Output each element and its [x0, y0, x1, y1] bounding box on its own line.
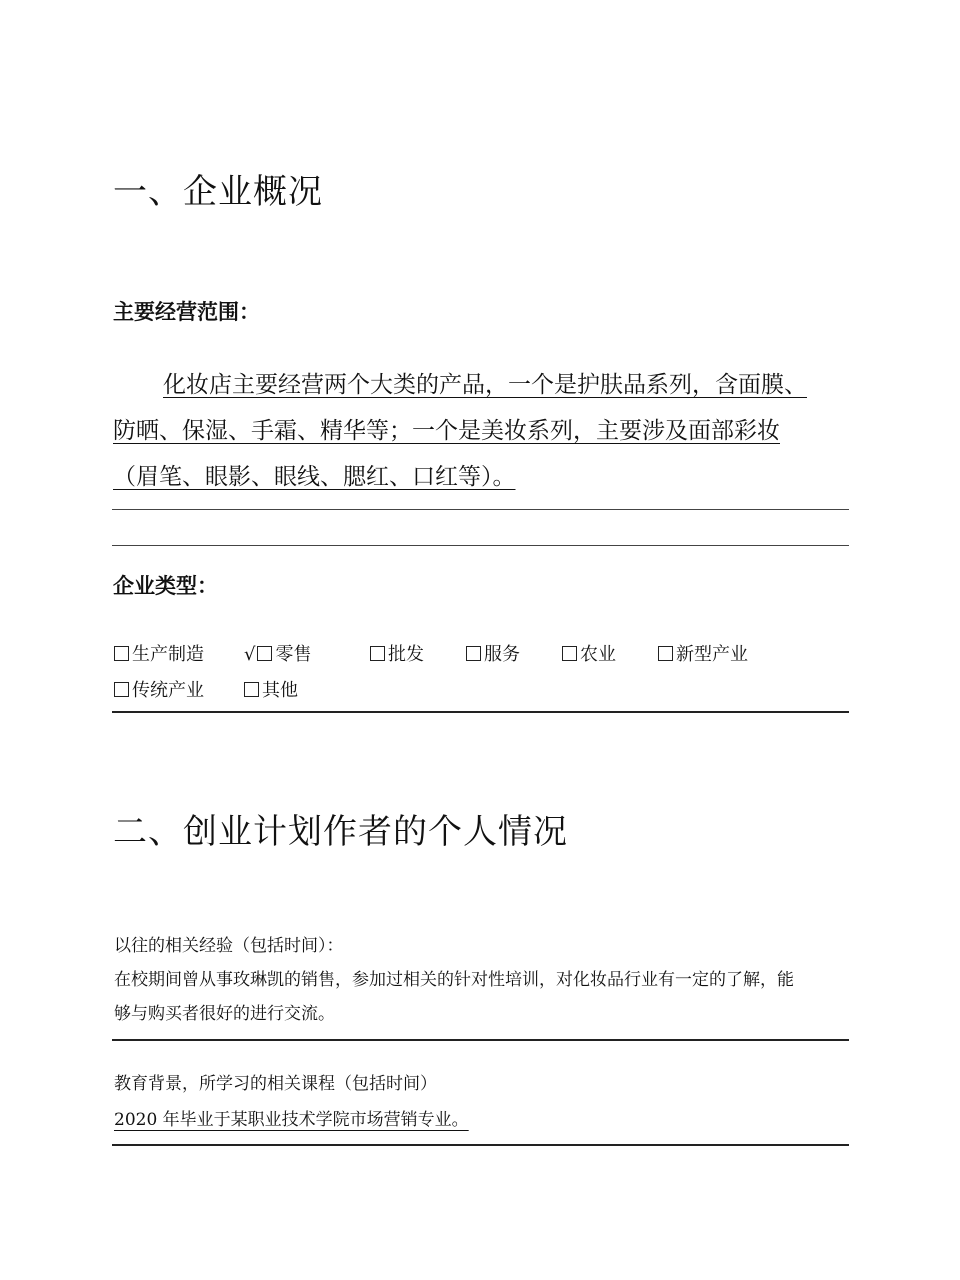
- type-option-other[interactable]: 其他: [244, 676, 298, 702]
- divider: [112, 1144, 849, 1146]
- experience-line-1: 在校期间曾从事玫琳凯的销售，参加过相关的针对性培训，对化妆品行业有一定的了解，能: [114, 970, 794, 990]
- checkbox-icon[interactable]: [114, 646, 129, 661]
- experience-line-2: 够与购买者很好的进行交流。: [114, 1004, 335, 1024]
- check-mark-icon: √: [244, 644, 256, 665]
- business-scope-line-1: 化妆店主要经营两个大类的产品，一个是护肤品系列，含面膜、: [163, 372, 807, 398]
- business-scope-line-2: 防晒、保湿、手霜、精华等；一个是美妆系列，主要涉及面部彩妆: [113, 418, 780, 444]
- section-1-title: 一、企业概况: [113, 172, 323, 212]
- checkbox-icon[interactable]: [562, 646, 577, 661]
- divider: [112, 545, 849, 546]
- education-value: 2020 年毕业于某职业技术学院市场营销专业。: [114, 1110, 469, 1130]
- divider: [112, 509, 849, 510]
- type-option-manufacturing[interactable]: 生产制造: [114, 640, 204, 666]
- enterprise-type-label: 企业类型：: [113, 574, 218, 598]
- checkbox-icon[interactable]: [244, 682, 259, 697]
- type-option-agriculture[interactable]: 农业: [562, 640, 616, 666]
- checkbox-icon[interactable]: [466, 646, 481, 661]
- type-option-traditional[interactable]: 传统产业: [114, 676, 204, 702]
- business-scope-line-3: （眉笔、眼影、眼线、腮红、口红等）。: [113, 464, 516, 490]
- divider: [112, 1039, 849, 1041]
- business-scope-label: 主要经营范围：: [113, 300, 260, 324]
- type-option-service[interactable]: 服务: [466, 640, 520, 666]
- checkbox-icon[interactable]: [114, 682, 129, 697]
- divider: [112, 711, 849, 713]
- type-option-emerging[interactable]: 新型产业: [658, 640, 748, 666]
- experience-label: 以往的相关经验（包括时间）：: [114, 936, 344, 956]
- type-option-retail[interactable]: √ 零售: [244, 644, 312, 665]
- checkbox-icon[interactable]: [370, 646, 385, 661]
- type-option-wholesale[interactable]: 批发: [370, 640, 424, 666]
- section-2-title: 二、创业计划作者的个人情况: [113, 812, 568, 852]
- checkbox-icon[interactable]: [257, 646, 272, 661]
- checkbox-icon[interactable]: [658, 646, 673, 661]
- education-label: 教育背景，所学习的相关课程（包括时间）: [114, 1074, 437, 1094]
